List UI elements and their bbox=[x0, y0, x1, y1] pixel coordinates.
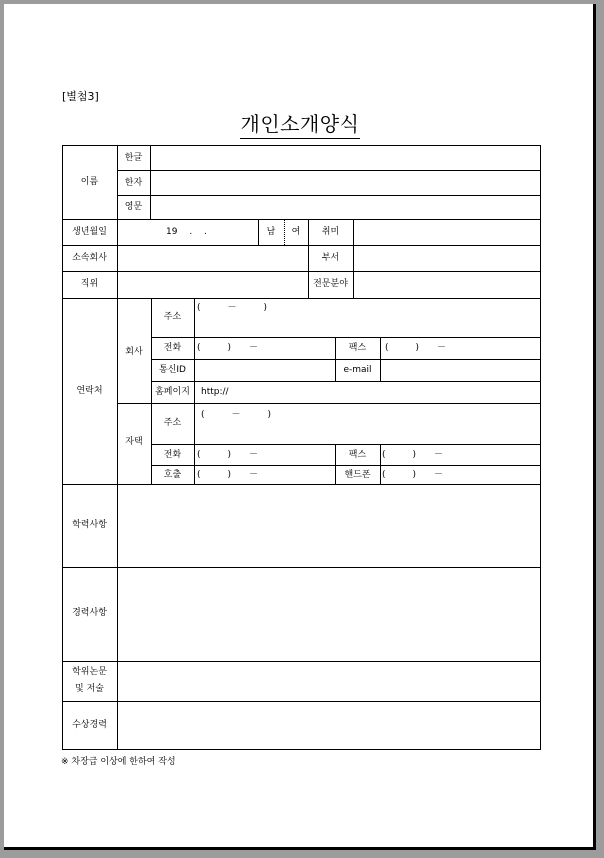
department-label: 부서 bbox=[321, 253, 340, 263]
homepage-label: 홈페이지 bbox=[155, 387, 190, 397]
home-phone-hint: ( ) － bbox=[197, 450, 259, 460]
birth-label: 생년월일 bbox=[72, 227, 107, 237]
hanja-label: 한자 bbox=[124, 178, 143, 188]
birth-value: 19 . . bbox=[166, 227, 207, 237]
home-label: 자택 bbox=[125, 437, 143, 447]
page-title bbox=[4, 108, 596, 137]
page-title-text: 개인소개양식 bbox=[240, 112, 361, 139]
mobile-hint: ( ) － bbox=[382, 470, 444, 480]
messenger-id-label: 통신ID bbox=[159, 365, 186, 375]
career-label: 경력사항 bbox=[72, 608, 107, 618]
contact-label: 연락처 bbox=[76, 386, 103, 396]
pager-label: 호출 bbox=[163, 470, 182, 480]
thesis-label-line2: 및 저술 bbox=[75, 684, 104, 694]
hangul-label: 한글 bbox=[124, 153, 143, 163]
pager-hint: ( ) － bbox=[197, 470, 259, 480]
footnote: ※ 차장급 이상에 한하여 작성 bbox=[61, 757, 176, 767]
office-fax-hint: ( ) － bbox=[385, 343, 447, 353]
mobile-label: 핸드폰 bbox=[344, 470, 371, 480]
male-label: 남 bbox=[266, 227, 276, 237]
awards-label: 수상경력 bbox=[72, 720, 107, 730]
female-label: 여 bbox=[291, 227, 301, 237]
homepage-hint: http:// bbox=[201, 387, 229, 397]
thesis-label-line1: 학위논문 bbox=[72, 667, 107, 677]
home-fax-label: 팩스 bbox=[348, 450, 367, 460]
home-fax-hint: ( ) － bbox=[382, 450, 444, 460]
position-label: 직위 bbox=[80, 279, 99, 289]
office-label: 회사 bbox=[125, 347, 143, 357]
company-label: 소속회사 bbox=[72, 253, 107, 263]
office-fax-label: 팩스 bbox=[348, 343, 367, 353]
home-phone-label: 전화 bbox=[163, 450, 182, 460]
document-page bbox=[4, 4, 596, 850]
office-phone-label: 전화 bbox=[163, 343, 182, 353]
home-address-hint: ( － ) bbox=[201, 410, 272, 420]
english-label: 영문 bbox=[124, 202, 143, 212]
email-label: e-mail bbox=[343, 365, 372, 375]
education-label: 학력사항 bbox=[72, 520, 107, 530]
office-phone-hint: ( ) － bbox=[197, 343, 259, 353]
attachment-label: [별첨3] bbox=[62, 90, 99, 103]
name-label: 이름 bbox=[80, 177, 99, 187]
hobby-label: 취미 bbox=[321, 227, 340, 237]
home-address-label: 주소 bbox=[163, 418, 182, 428]
office-address-hint: ( － ) bbox=[197, 303, 268, 313]
specialty-label: 전문분야 bbox=[313, 279, 348, 289]
office-address-label: 주소 bbox=[163, 312, 182, 322]
